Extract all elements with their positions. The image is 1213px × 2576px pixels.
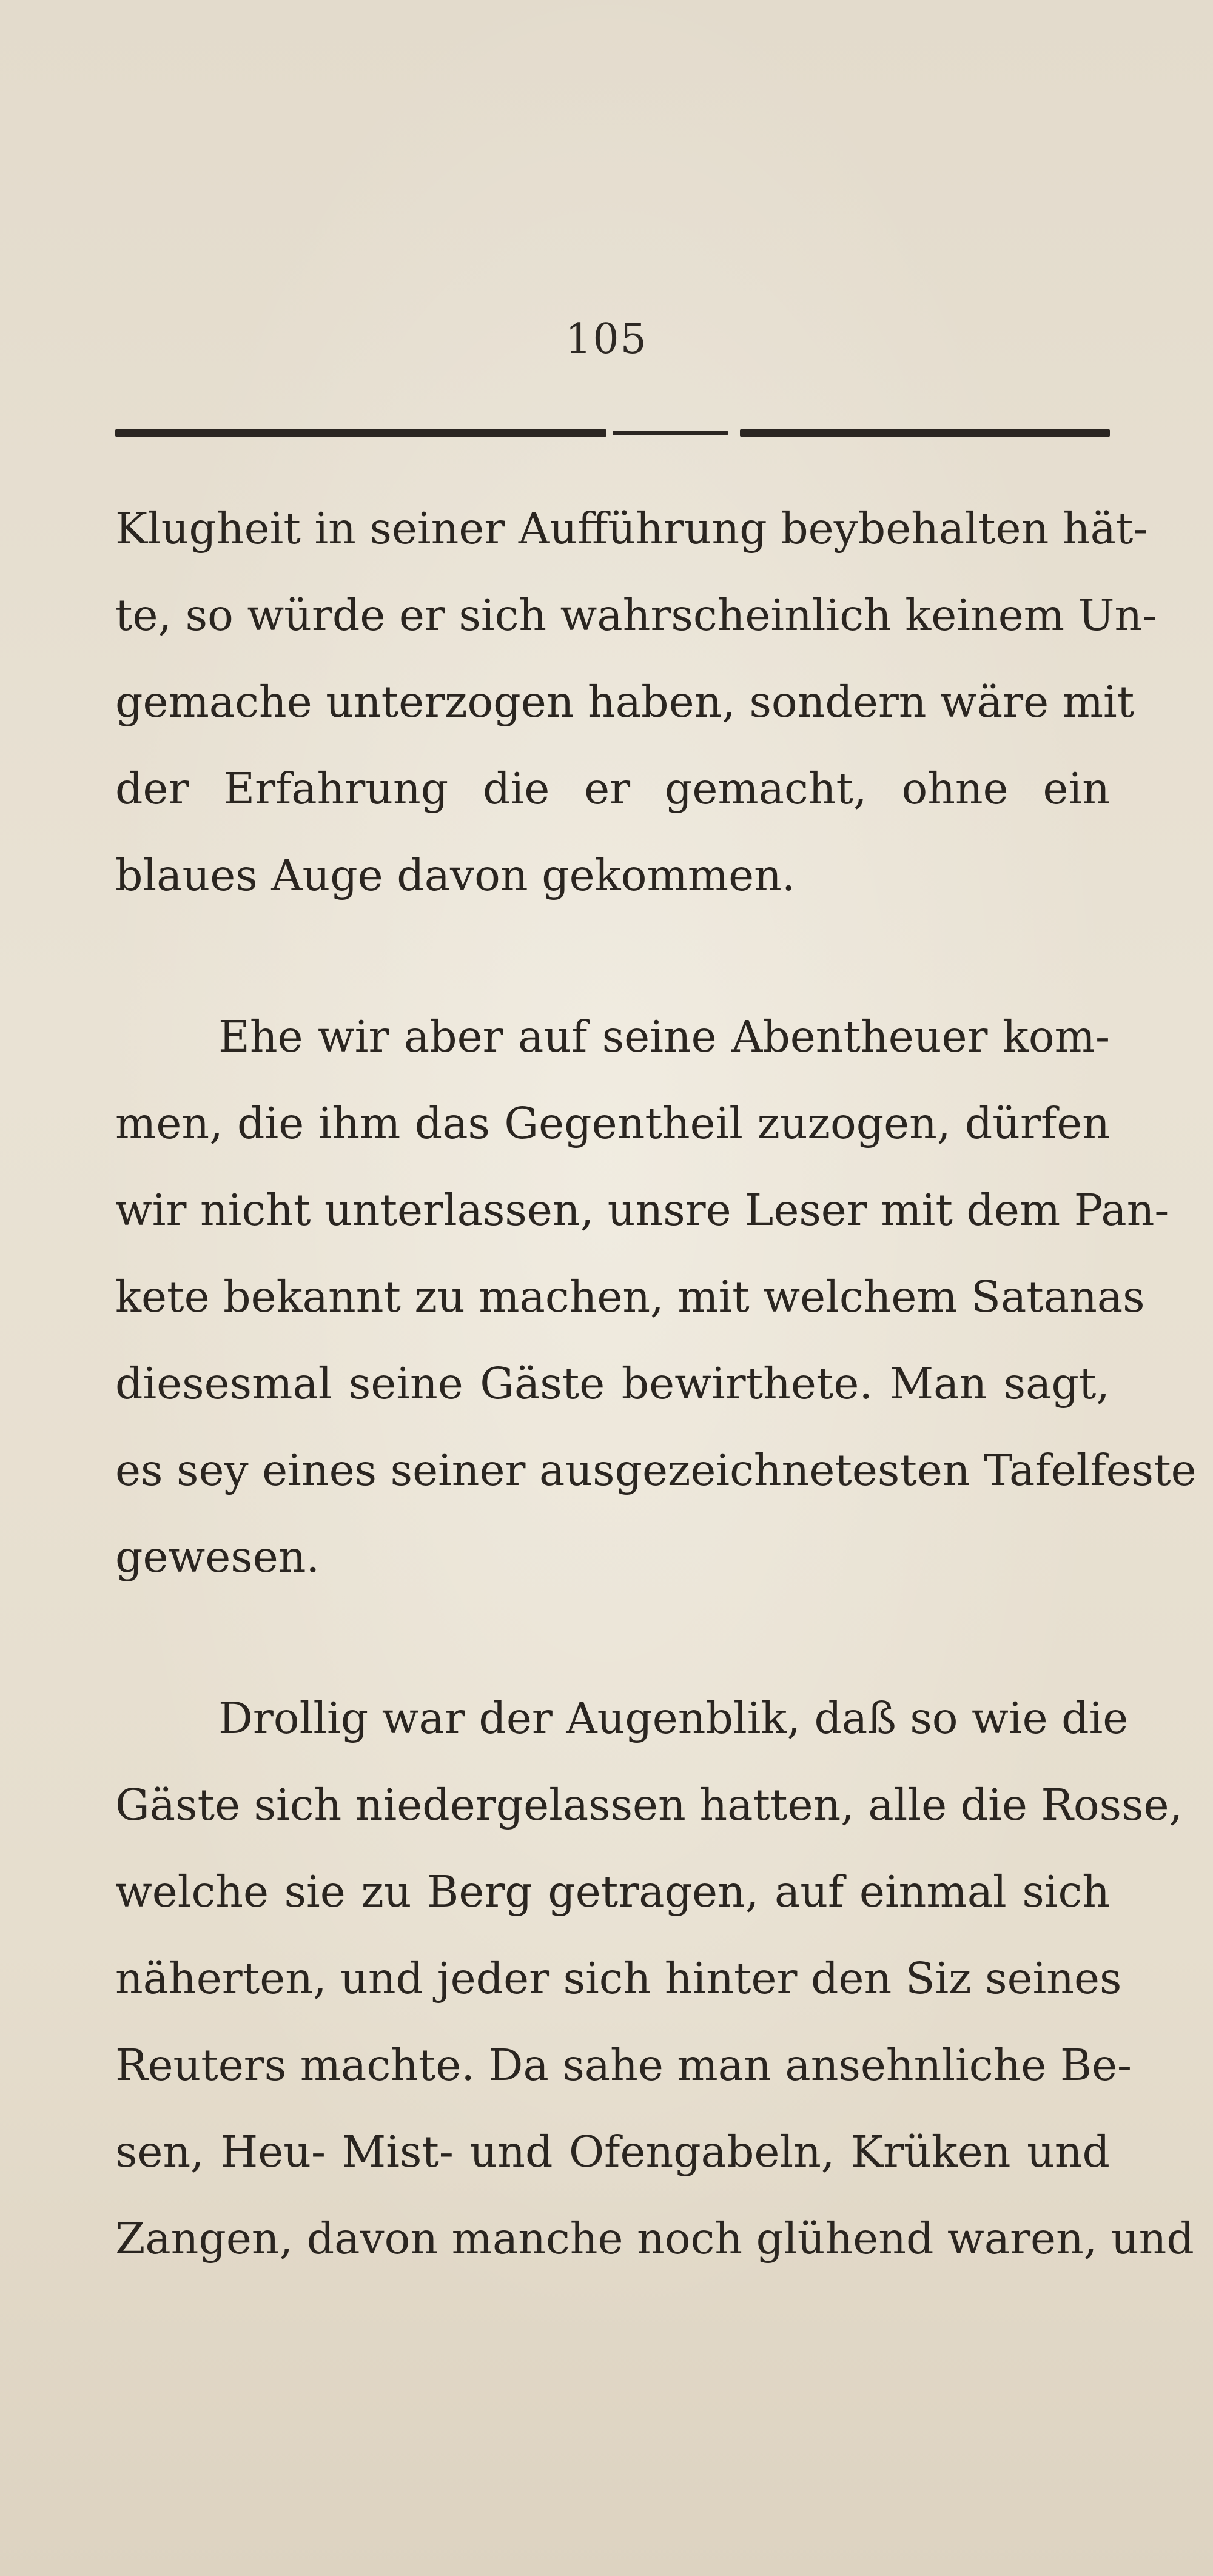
- header-rule: [115, 429, 1110, 438]
- text-line: te, so würde er sich wahrscheinlich keinem Un-: [115, 590, 1157, 640]
- text-line: welche sie zu Berg getragen, auf einmal sich: [115, 1867, 1110, 1917]
- paragraph-2: [115, 993, 1197, 1600]
- text-line: Reuters machte. Da sahe man ansehnliche Be-: [115, 2040, 1132, 2090]
- paragraph-3: [115, 1675, 1194, 2282]
- text-line: diesesmal seine Gäste bewirthete. Man sagt,: [115, 1358, 1110, 1409]
- text-line: gewesen.: [115, 1532, 320, 1582]
- text-line: wir nicht unterlassen, unsre Leser mit dem Pan-: [115, 1185, 1169, 1235]
- text-line: der Erfahrung die er gemacht, ohne ein: [115, 763, 1110, 814]
- header-rule-left: [115, 429, 606, 437]
- text-line: Gäste sich niedergelassen hatten, alle die Rosse,: [115, 1780, 1183, 1830]
- text-line: Zangen, davon manche noch glühend waren, und: [115, 2213, 1194, 2264]
- text-line: sen, Heu- Mist- und Ofengabeln, Krüken und: [115, 2127, 1110, 2177]
- text-line: gemache unterzogen haben, sondern wäre mit: [115, 677, 1135, 727]
- text-line: kete bekannt zu machen, mit welchem Satanas: [115, 1272, 1145, 1322]
- header-rule-right: [740, 429, 1110, 437]
- text-line: Klugheit in seiner Aufführung beybehalten hät-: [115, 503, 1148, 554]
- page-number: 105: [565, 315, 648, 363]
- paragraph-1: [115, 485, 1157, 919]
- text-line: men, die ihm das Gegentheil zuzogen, dürfen: [115, 1098, 1110, 1149]
- text-line: es sey eines seiner ausgezeichnetesten Tafelfeste: [115, 1445, 1197, 1495]
- text-line: blaues Auge davon gekommen.: [115, 850, 796, 901]
- text-line: Ehe wir aber auf seine Abentheuer kom-: [218, 1011, 1110, 1062]
- header-rule-middle: [613, 431, 728, 435]
- text-line: Drollig war der Augenblik, daß so wie die: [218, 1693, 1129, 1743]
- text-line: näherten, und jeder sich hinter den Siz seines: [115, 1953, 1122, 2004]
